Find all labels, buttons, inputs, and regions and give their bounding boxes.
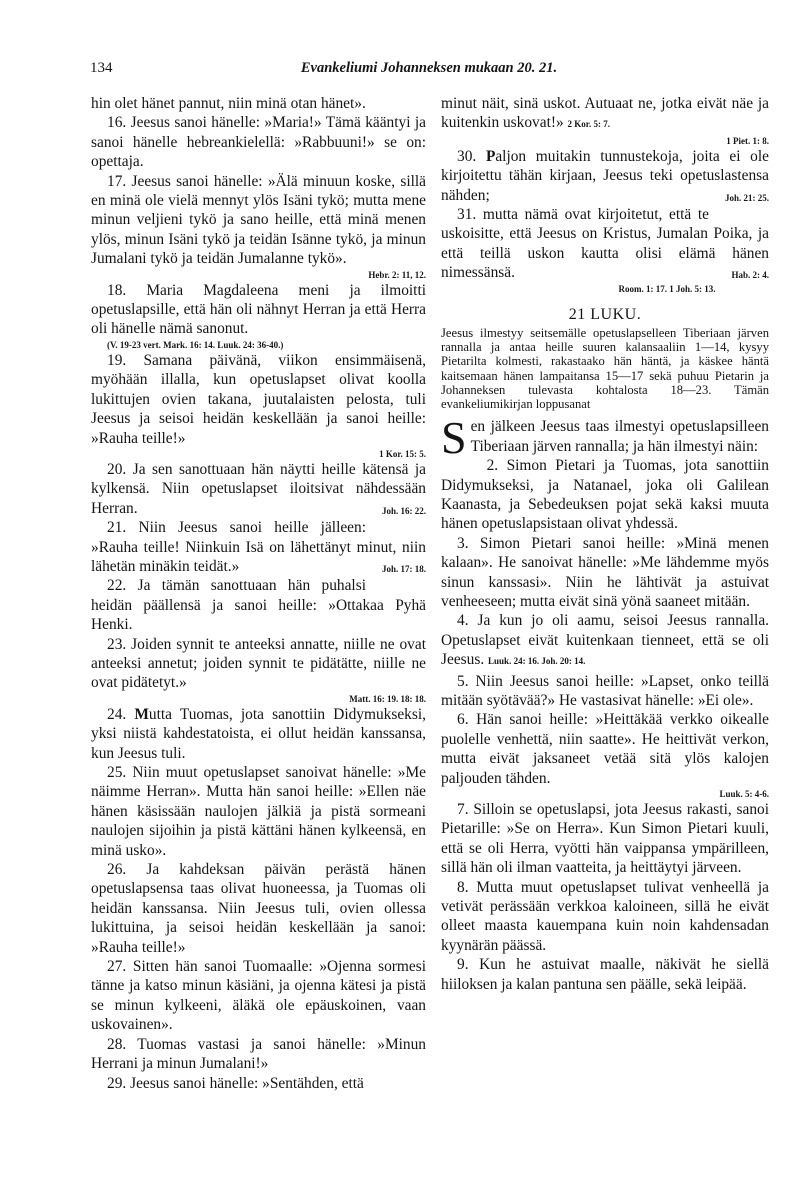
cross-reference: 2 Kor. 5: 7. — [567, 119, 610, 130]
verse-29: 29. Jeesus sanoi hänelle: »Sentähden, että — [107, 1074, 364, 1092]
verse-text: utta Tuomas, jota sanottiin Didymukseksi, yksi niistä kahdestatoista, ei ollut heidän kanssansa, kun Jeesus tuli. — [91, 705, 426, 762]
verse-19: 19. Samana päivänä, viikon ensimmäisenä, myöhään illalla, kun opetuslapset olivat koolla lukittujen ovien takana, juutalaisten pelosta, tuli Jeesus ja seisoi heidän keskellään ja sanoi heille: »Rauha teille!» — [91, 351, 426, 447]
cross-reference: Joh. 17: 18. — [381, 563, 426, 574]
running-title: Evankeliumi Johanneksen mukaan 20. 21. — [300, 60, 558, 76]
paragraph: hin olet hänet pannut, niin minä otan hänet». — [91, 95, 366, 112]
verse-28: 28. Tuomas vastasi ja sanoi hänelle: »Minun Herrani ja minun Jumalani!» — [91, 1035, 426, 1073]
verse-number: 24. — [107, 705, 127, 723]
cross-reference: Matt. 16: 19. 18: 18. — [349, 693, 426, 704]
verse-30 — [441, 147, 769, 205]
verse-24 — [91, 705, 426, 763]
verse-4 — [441, 611, 769, 671]
verse-3: 3. Simon Pietari sanoi heille: »Minä menen kalaan». He sanoivat hänelle: »Me lähdemme myös sinun kanssasi». Niin he lähtivät ja astuivat venheeseen; mutta eivät sinä yönä saaneet mitään. — [441, 534, 769, 610]
cross-reference: Hab. 2: 4. — [731, 270, 769, 281]
cross-reference: 1 Piet. 1: 8. — [726, 135, 769, 146]
verse-17: 17. Jeesus sanoi hänelle: »Älä minuun koske, sillä en minä ole vielä mennyt ylös Isäni tykö; mutta mene minun veljieni tykö ja sano heille, että minä menen ylös, minun Isäni tykö ja teidän Isänne tykö, ja minun Jumalani tykö ja teidän Jumalanne tykö». — [91, 172, 426, 268]
verse-25: 25. Niin muut opetuslapset sanoivat hänelle: »Me näimme Herran». Mutta hän sanoi heille: »Ellen näe hänen käsissään naulojen jälkiä ja pistä sormeani naulojen sijoihin ja pistä kättäni hänen kylkeensä, en minä usko». — [91, 764, 426, 859]
verse-text: 21. Niin Jeesus sanoi heille jälleen: »Rauha teille! Niinkuin Isä on lähettänyt minut, niin lähetän minäkin teidät.» — [91, 519, 426, 575]
verse-text: en jälkeen Jeesus taas ilmestyi opetuslapsilleen Tiberiaan järven rannalla; ja hän ilmestyi näin: — [470, 418, 769, 455]
verse-5: 5. Niin Jeesus sanoi heille: »Lapset, onko teillä mitään syötävää?» He vastasivat hänelle: »Ei ole». — [441, 672, 769, 709]
verse-1 — [441, 412, 769, 464]
verse-number: 30. — [457, 147, 477, 165]
verse-20 — [91, 460, 426, 518]
verse-6: 6. Hän sanoi heille: »Heittäkää verkko oikealle puolelle venhettä, niin saatte». He heittivät verkon, mutta eivät jaksaneet vetää sitä ylös kalojen paljouden tähden. — [441, 711, 769, 787]
verse-text: minut näit, sinä uskot. Autuaat ne, jotka eivät näe ja kuitenkin uskovat!» — [441, 95, 769, 132]
drop-cap: S — [441, 412, 467, 464]
verse-22: 22. Ja tämän sanottuaan hän puhalsi heidän päällensä ja sanoi heille: »Ottakaa Pyhä Henki. — [91, 577, 426, 634]
cross-reference: 1 Kor. 15: 5. — [379, 448, 426, 459]
verse-7: 7. Silloin se opetuslapsi, jota Jeesus rakasti, sanoi Pietarille: »Se on Herra». Kun Simon Pietari kuuli, että se oli Herra, vyötti hän vaippansa ympärilleen, sillä hän oli ilman vaatteita, ja heittäytyi järveen. — [441, 801, 769, 877]
right-column — [441, 94, 769, 994]
left-column — [91, 94, 426, 1093]
chapter-heading: 21 LUKU. — [568, 305, 642, 323]
verse-2: 2. Simon Pietari ja Tuomas, jota sanottiin Didymukseksi, ja Natanael, joka oli Galilean Kaanasta, ja Sebedeuksen pojat sekä kaksi muuta hänen opetuslapsistaan olivat yhdessä. — [441, 457, 769, 533]
cross-reference: Hebr. 2: 11, 12. — [368, 269, 426, 280]
chapter-summary: Jeesus ilmestyy seitsemälle opetuslapselleen Tiberiaan järven rannalla ja antaa heille suuren kalansaaliin 1—14, kysyy Pietarilta kolmesti, rakastaako hän häntä, ja käskee häntä kaitsemaan hänen lampaitansa 15—17 sekä puhuu Pietarin ja Johanneksen tulevasta kohtalosta 18—23. Tämän evankeliumikirjan loppusanat — [441, 326, 769, 412]
verse-21 — [91, 518, 426, 576]
verse-16: 16. Jeesus sanoi hänelle: »Maria!» Tämä kääntyi ja sanoi hänelle hebreankielellä: »Rabbuuni!» se on: opettaja. — [91, 114, 426, 171]
verse-27: 27. Sitten hän sanoi Tuomaalle: »Ojenna sormesi tänne ja katso minun käsiäni, ja ojenna kätesi ja pistä se minun kylkeeni, äläkä ole epäuskoinen, vaan uskovainen». — [91, 958, 426, 1034]
verse-18: 18. Maria Magdaleena meni ja ilmoitti opetuslapsille, että hän oli nähnyt Herran ja että Herra oli hänelle nämä sanonut. — [91, 281, 426, 338]
verse-26: 26. Ja kahdeksan päivän perästä hänen opetuslapsensa taas olivat huoneessa, ja Tuomas oli heidän kanssansa. Niin Jeesus tuli, ovien ollessa lukittuina, ja seisoi heidän keskellään ja sanoi: »Rauha teille!» — [91, 861, 426, 956]
page-number: 134 — [90, 60, 113, 76]
verse-31 — [441, 205, 769, 283]
cross-reference: (V. 19-23 vert. Mark. 16: 14. Luuk. 24: 36-40.) — [107, 339, 284, 350]
cross-reference: Luuk. 5: 4-6. — [719, 789, 769, 799]
page-header — [90, 60, 768, 82]
verse-text: 31. mutta nämä ovat kirjoitetut, että te uskoisitte, että Jeesus on Kristus, Jumalan Poika, ja että teillä uskon kautta olisi elämä hänen nimessänsä. — [441, 206, 769, 282]
verse-initial: M — [134, 705, 149, 723]
verse-text: 20. Ja sen sanottuaan hän näytti heille kätensä ja kylkensä. Niin opetuslapset iloitsivat nähdessään Herran. — [91, 460, 426, 517]
cross-reference: Joh. 16: 22. — [381, 505, 426, 516]
verse-9: 9. Kun he astuivat maalle, näkivät he siellä hiiloksen ja kalan pantuna sen päälle, sekä leipää. — [441, 956, 769, 993]
cross-reference: Room. 1: 17. 1 Joh. 5: 13. — [618, 283, 716, 294]
verse-initial: P — [485, 147, 496, 165]
verse-text: aljon muitakin tunnustekoja, joita ei ole kirjoitettu tähän kirjaan, Jeesus teki opetuslastensa nähden; — [441, 147, 769, 204]
cross-reference: Joh. 21: 25. — [724, 192, 769, 203]
verse-23: 23. Joiden synnit te anteeksi annatte, niille ne ovat anteeksi annetut; joiden synnit te pidätätte, niille ne ovat pidätetyt.» — [91, 635, 426, 692]
paragraph — [441, 94, 769, 135]
verse-text: 4. Ja kun jo oli aamu, seisoi Jeesus rannalla. Opetuslapset eivät kuitenkaan tienneet, että se oli Jeesus. — [441, 612, 769, 669]
verse-8: 8. Mutta muut opetuslapset tulivat venheellä ja vetivät perässään verkkoa kaloineen, sillä he eivät olleet maasta kauempana kuin noin kahdensadan kyynärän päässä. — [441, 878, 769, 954]
cross-reference: Luuk. 24: 16. Joh. 20: 14. — [488, 656, 586, 667]
